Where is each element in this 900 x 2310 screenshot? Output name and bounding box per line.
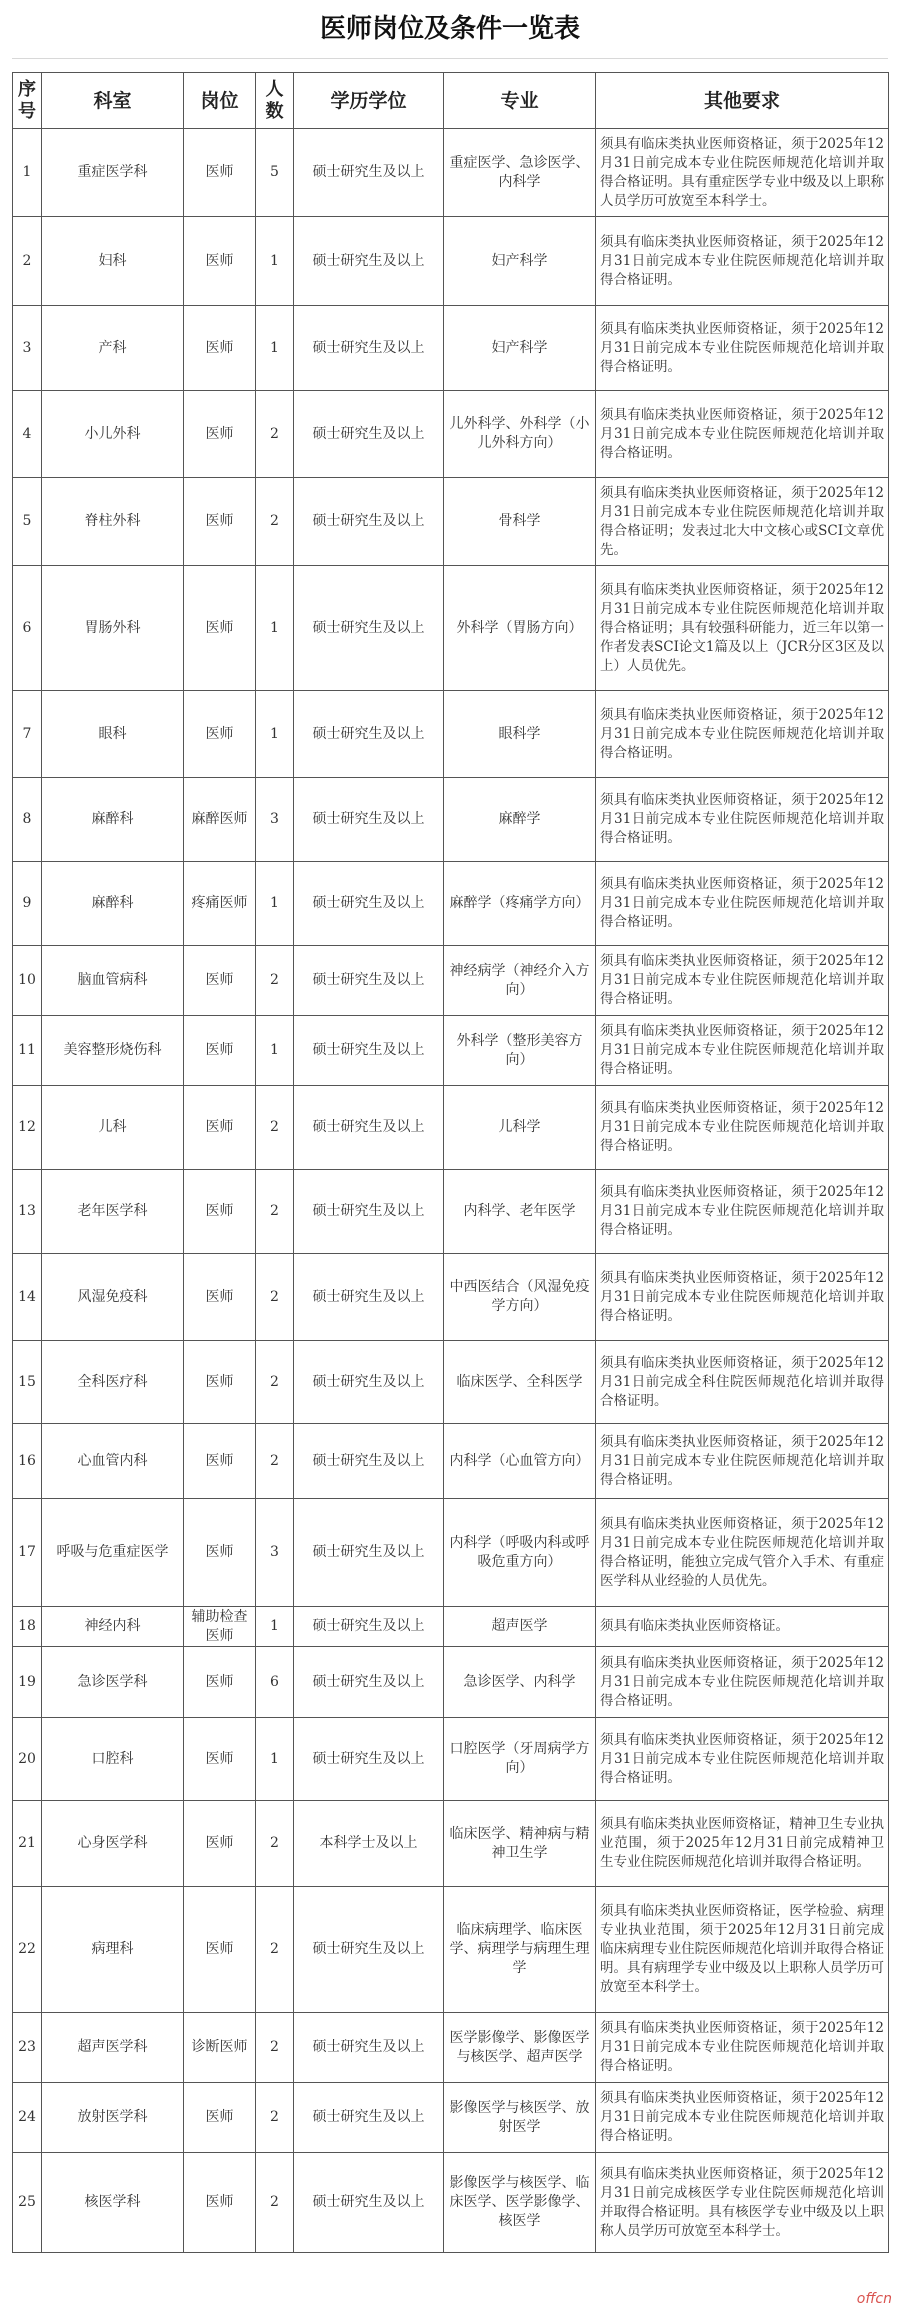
cell-edu: 硕士研究生及以上 xyxy=(294,946,444,1016)
cell-requirements: 须具有临床类执业医师资格证，须于2025年12月31日前完成本专业住院医师规范化培训并取得合格证明。 xyxy=(596,1647,889,1718)
cell-major: 临床病理学、临床医学、病理学与病理生理学 xyxy=(444,1887,596,2013)
cell-no: 2 xyxy=(13,217,42,306)
table-row xyxy=(13,217,889,306)
watermark-logo: offcn xyxy=(856,2291,892,2307)
cell-major: 神经病学（神经介入方向） xyxy=(444,946,596,1016)
cell-no: 21 xyxy=(13,1801,42,1887)
cell-edu: 硕士研究生及以上 xyxy=(294,1718,444,1801)
cell-post: 医师 xyxy=(184,566,256,691)
cell-post: 医师 xyxy=(184,1647,256,1718)
cell-major: 麻醉学（疼痛学方向） xyxy=(444,862,596,946)
cell-no: 6 xyxy=(13,566,42,691)
cell-count: 1 xyxy=(256,1607,294,1647)
cell-dept: 风湿免疫科 xyxy=(42,1254,184,1341)
table-row xyxy=(13,778,889,862)
cell-post: 医师 xyxy=(184,478,256,566)
cell-edu: 硕士研究生及以上 xyxy=(294,2153,444,2253)
cell-major: 骨科学 xyxy=(444,478,596,566)
cell-no: 25 xyxy=(13,2153,42,2253)
cell-requirements: 须具有临床类执业医师资格证，须于2025年12月31日前完成本专业住院医师规范化培训并取得合格证明；具有较强科研能力，近三年以第一作者发表SCI论文1篇及以上（JCR分区3区及以上）人员优先。 xyxy=(596,566,889,691)
cell-no: 5 xyxy=(13,478,42,566)
table-header-row xyxy=(13,73,889,129)
table-row xyxy=(13,1424,889,1499)
cell-count: 1 xyxy=(256,691,294,778)
cell-requirements: 须具有临床类执业医师资格证，医学检验、病理专业执业范围，须于2025年12月31日前完成临床病理专业住院医师规范化培训并取得合格证明。具有病理学专业中级及以上职称人员学历可放宽至本科学士。 xyxy=(596,1887,889,2013)
cell-requirements: 须具有临床类执业医师资格证，须于2025年12月31日前完成本专业住院医师规范化培训并取得合格证明。 xyxy=(596,1170,889,1254)
cell-requirements: 须具有临床类执业医师资格证，须于2025年12月31日前完成本专业住院医师规范化培训并取得合格证明。 xyxy=(596,1424,889,1499)
cell-count: 3 xyxy=(256,1499,294,1607)
cell-no: 24 xyxy=(13,2083,42,2153)
cell-major: 口腔医学（牙周病学方向） xyxy=(444,1718,596,1801)
cell-dept: 脊柱外科 xyxy=(42,478,184,566)
cell-count: 2 xyxy=(256,1341,294,1424)
cell-major: 影像医学与核医学、临床医学、医学影像学、核医学 xyxy=(444,2153,596,2253)
table-row xyxy=(13,1170,889,1254)
table-row xyxy=(13,1887,889,2013)
spacer xyxy=(12,59,888,72)
cell-dept: 麻醉科 xyxy=(42,862,184,946)
cell-post: 医师 xyxy=(184,946,256,1016)
table-row xyxy=(13,1341,889,1424)
cell-requirements: 须具有临床类执业医师资格证，须于2025年12月31日前完成本专业住院医师规范化培训并取得合格证明。 xyxy=(596,217,889,306)
cell-requirements: 须具有临床类执业医师资格证，须于2025年12月31日前完成本专业住院医师规范化培训并取得合格证明。 xyxy=(596,862,889,946)
cell-no: 15 xyxy=(13,1341,42,1424)
table-row xyxy=(13,566,889,691)
cell-post: 医师 xyxy=(184,217,256,306)
cell-dept: 老年医学科 xyxy=(42,1170,184,1254)
cell-major: 妇产科学 xyxy=(444,306,596,391)
cell-count: 3 xyxy=(256,778,294,862)
cell-count: 2 xyxy=(256,946,294,1016)
cell-post: 医师 xyxy=(184,1499,256,1607)
cell-post: 医师 xyxy=(184,1887,256,2013)
cell-edu: 硕士研究生及以上 xyxy=(294,306,444,391)
cell-count: 5 xyxy=(256,129,294,217)
cell-requirements: 须具有临床类执业医师资格证，须于2025年12月31日前完成本专业住院医师规范化培训并取得合格证明。 xyxy=(596,391,889,478)
cell-no: 3 xyxy=(13,306,42,391)
cell-count: 1 xyxy=(256,1718,294,1801)
cell-count: 2 xyxy=(256,478,294,566)
cell-count: 2 xyxy=(256,1801,294,1887)
cell-edu: 硕士研究生及以上 xyxy=(294,217,444,306)
cell-major: 临床医学、全科医学 xyxy=(444,1341,596,1424)
cell-dept: 病理科 xyxy=(42,1887,184,2013)
cell-no: 7 xyxy=(13,691,42,778)
cell-requirements: 须具有临床类执业医师资格证，须于2025年12月31日前完成本专业住院医师规范化培训并取得合格证明。 xyxy=(596,306,889,391)
cell-major: 医学影像学、影像医学与核医学、超声医学 xyxy=(444,2013,596,2083)
cell-edu: 硕士研究生及以上 xyxy=(294,778,444,862)
positions-table xyxy=(12,72,889,2253)
cell-major: 儿外科学、外科学（小儿外科方向） xyxy=(444,391,596,478)
cell-dept: 胃肠外科 xyxy=(42,566,184,691)
cell-no: 17 xyxy=(13,1499,42,1607)
table-row xyxy=(13,1647,889,1718)
cell-major: 影像医学与核医学、放射医学 xyxy=(444,2083,596,2153)
cell-edu: 硕士研究生及以上 xyxy=(294,1887,444,2013)
cell-edu: 硕士研究生及以上 xyxy=(294,1647,444,1718)
cell-major: 外科学（整形美容方向） xyxy=(444,1016,596,1086)
cell-no: 22 xyxy=(13,1887,42,2013)
cell-no: 11 xyxy=(13,1016,42,1086)
cell-edu: 硕士研究生及以上 xyxy=(294,691,444,778)
cell-post: 诊断医师 xyxy=(184,2013,256,2083)
cell-count: 6 xyxy=(256,1647,294,1718)
cell-count: 2 xyxy=(256,2013,294,2083)
cell-requirements: 须具有临床类执业医师资格证，须于2025年12月31日前完成本专业住院医师规范化培训并取得合格证明。 xyxy=(596,1254,889,1341)
cell-edu: 本科学士及以上 xyxy=(294,1801,444,1887)
cell-count: 2 xyxy=(256,1254,294,1341)
cell-count: 2 xyxy=(256,1170,294,1254)
cell-edu: 硕士研究生及以上 xyxy=(294,129,444,217)
table-row xyxy=(13,1607,889,1647)
cell-edu: 硕士研究生及以上 xyxy=(294,862,444,946)
cell-no: 9 xyxy=(13,862,42,946)
cell-count: 2 xyxy=(256,2083,294,2153)
cell-no: 18 xyxy=(13,1607,42,1647)
cell-edu: 硕士研究生及以上 xyxy=(294,1424,444,1499)
table-row xyxy=(13,478,889,566)
cell-post: 医师 xyxy=(184,1016,256,1086)
cell-post: 医师 xyxy=(184,306,256,391)
cell-dept: 口腔科 xyxy=(42,1718,184,1801)
cell-no: 20 xyxy=(13,1718,42,1801)
cell-major: 妇产科学 xyxy=(444,217,596,306)
cell-edu: 硕士研究生及以上 xyxy=(294,1254,444,1341)
cell-major: 急诊医学、内科学 xyxy=(444,1647,596,1718)
cell-dept: 重症医学科 xyxy=(42,129,184,217)
cell-count: 1 xyxy=(256,306,294,391)
cell-major: 眼科学 xyxy=(444,691,596,778)
cell-post: 医师 xyxy=(184,391,256,478)
cell-no: 1 xyxy=(13,129,42,217)
cell-dept: 急诊医学科 xyxy=(42,1647,184,1718)
cell-no: 14 xyxy=(13,1254,42,1341)
cell-post: 医师 xyxy=(184,2083,256,2153)
cell-edu: 硕士研究生及以上 xyxy=(294,566,444,691)
cell-post: 疼痛医师 xyxy=(184,862,256,946)
cell-requirements: 须具有临床类执业医师资格证，须于2025年12月31日前完成本专业住院医师规范化培训并取得合格证明，能独立完成气管介入手术、有重症医学科从业经验的人员优先。 xyxy=(596,1499,889,1607)
cell-count: 1 xyxy=(256,566,294,691)
cell-major: 外科学（胃肠方向） xyxy=(444,566,596,691)
cell-post: 医师 xyxy=(184,691,256,778)
cell-requirements: 须具有临床类执业医师资格证，须于2025年12月31日前完成本专业住院医师规范化培训并取得合格证明；发表过北大中文核心或SCI文章优先。 xyxy=(596,478,889,566)
cell-major: 内科学、老年医学 xyxy=(444,1170,596,1254)
cell-no: 4 xyxy=(13,391,42,478)
cell-major: 儿科学 xyxy=(444,1086,596,1170)
cell-no: 8 xyxy=(13,778,42,862)
cell-count: 2 xyxy=(256,2153,294,2253)
page-title: 医师岗位及条件一览表 xyxy=(12,0,888,59)
cell-edu: 硕士研究生及以上 xyxy=(294,1499,444,1607)
cell-dept: 心身医学科 xyxy=(42,1801,184,1887)
cell-count: 1 xyxy=(256,1016,294,1086)
cell-count: 1 xyxy=(256,862,294,946)
cell-requirements: 须具有临床类执业医师资格证，须于2025年12月31日前完成本专业住院医师规范化培训并取得合格证明。 xyxy=(596,778,889,862)
cell-dept: 妇科 xyxy=(42,217,184,306)
table-row xyxy=(13,2153,889,2253)
table-row xyxy=(13,306,889,391)
cell-dept: 呼吸与危重症医学 xyxy=(42,1499,184,1607)
cell-requirements: 须具有临床类执业医师资格证，精神卫生专业执业范围，须于2025年12月31日前完成精神卫生专业住院医师规范化培训并取得合格证明。 xyxy=(596,1801,889,1887)
table-row xyxy=(13,391,889,478)
header-requirements: 其他要求 xyxy=(596,73,889,129)
cell-no: 19 xyxy=(13,1647,42,1718)
cell-dept: 放射医学科 xyxy=(42,2083,184,2153)
cell-major: 麻醉学 xyxy=(444,778,596,862)
cell-dept: 全科医疗科 xyxy=(42,1341,184,1424)
cell-edu: 硕士研究生及以上 xyxy=(294,2013,444,2083)
cell-post: 医师 xyxy=(184,1718,256,1801)
cell-count: 2 xyxy=(256,1086,294,1170)
cell-requirements: 须具有临床类执业医师资格证。 xyxy=(596,1607,889,1647)
cell-major: 重症医学、急诊医学、内科学 xyxy=(444,129,596,217)
table-row xyxy=(13,946,889,1016)
table-row xyxy=(13,691,889,778)
header-dept: 科室 xyxy=(42,73,184,129)
cell-requirements: 须具有临床类执业医师资格证，须于2025年12月31日前完成本专业住院医师规范化培训并取得合格证明。 xyxy=(596,2083,889,2153)
cell-count: 2 xyxy=(256,1887,294,2013)
header-no: 序号 xyxy=(13,73,42,129)
cell-requirements: 须具有临床类执业医师资格证，须于2025年12月31日前完成本专业住院医师规范化培训并取得合格证明。 xyxy=(596,691,889,778)
table-body xyxy=(13,129,889,2253)
cell-requirements: 须具有临床类执业医师资格证，须于2025年12月31日前完成本专业住院医师规范化培训并取得合格证明。 xyxy=(596,1718,889,1801)
cell-edu: 硕士研究生及以上 xyxy=(294,1341,444,1424)
cell-dept: 小儿外科 xyxy=(42,391,184,478)
cell-requirements: 须具有临床类执业医师资格证，须于2025年12月31日前完成全科住院医师规范化培训并取得合格证明。 xyxy=(596,1341,889,1424)
header-count: 人数 xyxy=(256,73,294,129)
table-row xyxy=(13,1801,889,1887)
table-row xyxy=(13,129,889,217)
cell-edu: 硕士研究生及以上 xyxy=(294,2083,444,2153)
cell-no: 12 xyxy=(13,1086,42,1170)
cell-major: 内科学（呼吸内科或呼吸危重方向） xyxy=(444,1499,596,1607)
cell-requirements: 须具有临床类执业医师资格证，须于2025年12月31日前完成核医学专业住院医师规范化培训并取得合格证明。具有核医学专业中级及以上职称人员学历可放宽至本科学士。 xyxy=(596,2153,889,2253)
cell-dept: 麻醉科 xyxy=(42,778,184,862)
cell-post: 医师 xyxy=(184,1086,256,1170)
cell-requirements: 须具有临床类执业医师资格证，须于2025年12月31日前完成本专业住院医师规范化培训并取得合格证明。 xyxy=(596,946,889,1016)
cell-no: 23 xyxy=(13,2013,42,2083)
cell-major: 临床医学、精神病与精神卫生学 xyxy=(444,1801,596,1887)
table-row xyxy=(13,1254,889,1341)
cell-dept: 核医学科 xyxy=(42,2153,184,2253)
table-row xyxy=(13,2083,889,2153)
cell-post: 医师 xyxy=(184,2153,256,2253)
cell-post: 医师 xyxy=(184,1424,256,1499)
cell-post: 麻醉医师 xyxy=(184,778,256,862)
cell-requirements: 须具有临床类执业医师资格证，须于2025年12月31日前完成本专业住院医师规范化培训并取得合格证明。具有重症医学专业中级及以上职称人员学历可放宽至本科学士。 xyxy=(596,129,889,217)
cell-edu: 硕士研究生及以上 xyxy=(294,1016,444,1086)
cell-no: 16 xyxy=(13,1424,42,1499)
cell-dept: 美容整形烧伤科 xyxy=(42,1016,184,1086)
table-row xyxy=(13,1718,889,1801)
cell-dept: 产科 xyxy=(42,306,184,391)
cell-requirements: 须具有临床类执业医师资格证，须于2025年12月31日前完成本专业住院医师规范化培训并取得合格证明。 xyxy=(596,1086,889,1170)
header-major: 专业 xyxy=(444,73,596,129)
cell-no: 13 xyxy=(13,1170,42,1254)
cell-major: 超声医学 xyxy=(444,1607,596,1647)
cell-edu: 硕士研究生及以上 xyxy=(294,478,444,566)
document-sheet xyxy=(12,0,888,2253)
cell-dept: 脑血管病科 xyxy=(42,946,184,1016)
cell-edu: 硕士研究生及以上 xyxy=(294,391,444,478)
cell-dept: 超声医学科 xyxy=(42,2013,184,2083)
table-row xyxy=(13,2013,889,2083)
cell-post: 医师 xyxy=(184,1170,256,1254)
header-post: 岗位 xyxy=(184,73,256,129)
cell-dept: 神经内科 xyxy=(42,1607,184,1647)
cell-dept: 心血管内科 xyxy=(42,1424,184,1499)
table-row xyxy=(13,1499,889,1607)
cell-major: 中西医结合（风湿免疫学方向） xyxy=(444,1254,596,1341)
cell-count: 2 xyxy=(256,1424,294,1499)
cell-post: 辅助检查医师 xyxy=(184,1607,256,1647)
table-row xyxy=(13,862,889,946)
cell-post: 医师 xyxy=(184,1801,256,1887)
cell-requirements: 须具有临床类执业医师资格证，须于2025年12月31日前完成本专业住院医师规范化培训并取得合格证明。 xyxy=(596,1016,889,1086)
cell-count: 1 xyxy=(256,217,294,306)
cell-post: 医师 xyxy=(184,129,256,217)
cell-dept: 儿科 xyxy=(42,1086,184,1170)
cell-edu: 硕士研究生及以上 xyxy=(294,1607,444,1647)
cell-post: 医师 xyxy=(184,1254,256,1341)
cell-post: 医师 xyxy=(184,1341,256,1424)
cell-edu: 硕士研究生及以上 xyxy=(294,1170,444,1254)
cell-major: 内科学（心血管方向） xyxy=(444,1424,596,1499)
header-edu: 学历学位 xyxy=(294,73,444,129)
cell-requirements: 须具有临床类执业医师资格证，须于2025年12月31日前完成本专业住院医师规范化培训并取得合格证明。 xyxy=(596,2013,889,2083)
cell-dept: 眼科 xyxy=(42,691,184,778)
cell-no: 10 xyxy=(13,946,42,1016)
table-row xyxy=(13,1016,889,1086)
table-row xyxy=(13,1086,889,1170)
cell-count: 2 xyxy=(256,391,294,478)
cell-edu: 硕士研究生及以上 xyxy=(294,1086,444,1170)
